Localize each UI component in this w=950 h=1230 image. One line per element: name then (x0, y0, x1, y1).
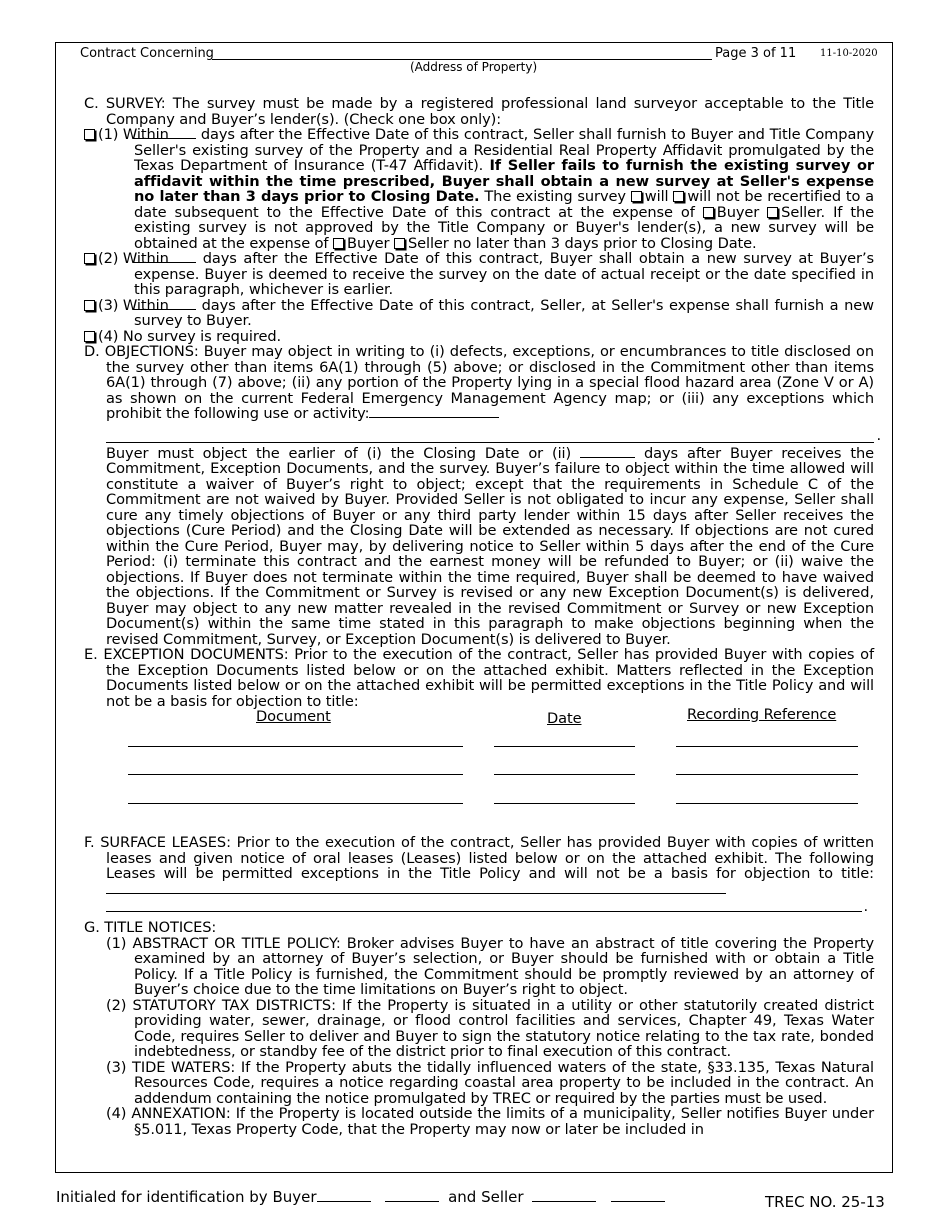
survey-will-checkbox[interactable] (631, 191, 642, 202)
seller-initial-2[interactable] (611, 1201, 665, 1202)
objections-paragraph: Buyer must object the earlier of (i) the Closing Date or (ii) days after Buyer receives the Commitment, Exception Documents, and the survey. Buyer’s failure to object within the time allowed will constitute a waiver of Buyer’s right to object; except that the requirements in Schedule C of the Commitment are not waived by Buyer. Provided Seller is not obligated to incur any expense, Seller shall cure any timely objections of Buyer or any third party lender within 15 days after Seller receives the objections (Cure Period) and the Closing Date will be extended as necessary. If objections are not cured within the Cure Period, Buyer may, by delivering notice to Seller within 5 days after the end of the Cure Period: (i) terminate this contract and the earnest money will be refunded to Buyer; or (ii) waive the objections. If Buyer does not terminate within the time required, Buyer shall be deemed to have waived the objections. If the Commitment or Survey is revised or any new Exception Document(s) is delivered, Buyer may object to any new matter revealed in the revised Commitment or Survey or new Exception Document(s) within the same time stated in this paragraph to make objections beginning when the revised Commitment, Survey, or Exception Document(s) is delivered to Buyer. (106, 444, 875, 648)
document-input-1[interactable] (128, 746, 463, 747)
col-date: Date (547, 710, 582, 727)
title-notice-2: (2) STATUTORY TAX DISTRICTS: If the Property is situated in a utility or other statutorily created district providing water, sewer, drainage, or flood control facilities and services, Chapter 49, Texas Water Code, requires Seller to deliver and Buyer to sign the statutory notice relating to the tax rate, bonded indebtedness, or standby fee of the district prior to final execution of this contract. (106, 996, 874, 1060)
contract-body (84, 95, 881, 1138)
document-input-2[interactable] (128, 774, 463, 775)
survey-expense-seller-checkbox[interactable] (767, 207, 778, 218)
page-number: Page 3 of 11 (715, 46, 797, 61)
prohibited-use-line-2[interactable]: . (106, 426, 874, 443)
title-notice-4: (4) ANNEXATION: If the Property is located outside the limits of a municipality, Seller notifies Buyer under §5.011, Texas Property Code, that the Property may now or later be included in (106, 1105, 874, 1138)
address-caption: (Address of Property) (410, 60, 538, 74)
survey-option-3-days-input[interactable] (134, 309, 196, 310)
date-input-3[interactable] (494, 803, 635, 804)
surface-leases-line-2[interactable]: . (106, 899, 862, 912)
survey-option-2-days-input[interactable] (134, 262, 196, 263)
prohibited-use-input[interactable] (369, 417, 499, 418)
date-input-1[interactable] (494, 746, 635, 747)
title-notices-heading: G. TITLE NOTICES: (84, 919, 217, 936)
recording-input-2[interactable] (676, 774, 858, 775)
survey-option-1-days-input[interactable] (134, 138, 196, 139)
surface-leases-input[interactable] (106, 893, 726, 894)
objection-days-input[interactable] (580, 457, 635, 458)
trec-form-number: TREC NO. 25-13 (765, 1193, 885, 1211)
survey-option-3-checkbox[interactable] (84, 300, 95, 311)
survey-intro: C. SURVEY: The survey must be made by a registered professional land surveyor acceptable to the Title Company and Buyer’s lender(s). (Check one box only): (84, 95, 874, 128)
survey-option-4: (4) No survey is required. (84, 329, 874, 345)
survey-will-not-checkbox[interactable] (673, 191, 684, 202)
survey-option-3: (3) Within days after the Effective Date of this contract, Seller, at Seller's expense shall furnish a new survey to Buyer. (84, 298, 874, 329)
survey-option-1: (1) Within days after the Effective Date of this contract, Seller shall furnish to Buyer and Title Company Seller's existing survey of the Property and a Residential Real Property Affidavit promulgated by the Texas Department of Insurance (T-47 Affidavit). If Seller fails to furnish the existing survey or affidavit within the time prescribed, Buyer shall obtain a new survey at Seller's expense no later than 3 days prior to Closing Date. The existing survey will will not be recertified to a date subsequent to the Effective Date of this contract at the expense of Buyer Seller. If the existing survey is not approved by the Title Company or Buyer's lender(s), a new survey will be obtained at the expense of Buyer Seller no later than 3 days prior to Closing Date. (84, 127, 874, 251)
recording-input-1[interactable] (676, 746, 858, 747)
survey-option-4-checkbox[interactable] (84, 331, 95, 342)
title-notice-3: (3) TIDE WATERS: If the Property abuts the tidally influenced waters of the state, §33.135, Texas Natural Resources Code, requires a notice regarding coastal area property to be included in the contract. An addendum containing the notice promulgated by TREC or required by the parties must be used. (106, 1058, 874, 1107)
contract-concerning-label: Contract Concerning (80, 46, 214, 61)
survey-option-1-checkbox[interactable] (84, 129, 95, 140)
exception-documents-rows (84, 739, 874, 835)
form-date: 11-10-2020 (820, 48, 878, 59)
initials-footer: Initialed for identification by Buyer and Seller (56, 1188, 665, 1206)
new-survey-buyer-checkbox[interactable] (333, 238, 344, 249)
buyer-initial-2[interactable] (385, 1201, 439, 1202)
exception-documents-intro: E. EXCEPTION DOCUMENTS: Prior to the execution of the contract, Seller has provided Buyer with copies of the Exception Documents listed below or on the attached exhibit. Matters reflected in the Exception Documents listed below or on the attached exhibit will be permitted exceptions in the Title Policy and will not be a basis for objection to title: (84, 646, 874, 710)
survey-option-2-checkbox[interactable] (84, 253, 95, 264)
recording-input-3[interactable] (676, 803, 858, 804)
buyer-initial-1[interactable] (317, 1201, 371, 1202)
col-document: Document (256, 708, 331, 725)
col-recording-reference: Recording Reference (687, 706, 837, 723)
document-input-3[interactable] (128, 803, 463, 804)
exception-documents-table (84, 706, 874, 739)
survey-option-2: (2) Within days after the Effective Date of this contract, Buyer shall obtain a new survey at Buyer’s expense. Buyer is deemed to receive the survey on the date of actual receipt or the date specified in this paragraph, whichever is earlier. (84, 251, 874, 298)
date-input-2[interactable] (494, 774, 635, 775)
objections-intro: D. OBJECTIONS: Buyer may object in writing to (i) defects, exceptions, or encumbrances to title disclosed on the survey other than items 6A(1) through (5) above; or disclosed in the Commitment other than items 6A(1) through (7) above; (ii) any portion of the Property lying in a special flood hazard area (Zone V or A) as shown on the current Federal Emergency Management Agency map; or (iii) any exceptions which prohibit the following use or activity: (84, 343, 874, 422)
surface-leases: F. SURFACE LEASES: Prior to the execution of the contract, Seller has provided Buyer with copies of written leases and given notice of oral leases (Leases) listed below or on the attached exhibit. The following Leases will be permitted exceptions in the Title Policy and will not be a basis for objection to title: (84, 835, 874, 897)
new-survey-seller-checkbox[interactable] (394, 238, 405, 249)
survey-expense-buyer-checkbox[interactable] (703, 207, 714, 218)
seller-initial-1[interactable] (532, 1201, 596, 1202)
title-notice-1: (1) ABSTRACT OR TITLE POLICY: Broker advises Buyer to have an abstract of title covering the Property examined by an attorney of Buyer’s selection, or Buyer should be furnished with or obtain a Title Policy. If a Title Policy is furnished, the Commitment should be promptly reviewed by an attorney of Buyer’s choice due to the time limitations on Buyer’s right to object. (106, 934, 874, 998)
